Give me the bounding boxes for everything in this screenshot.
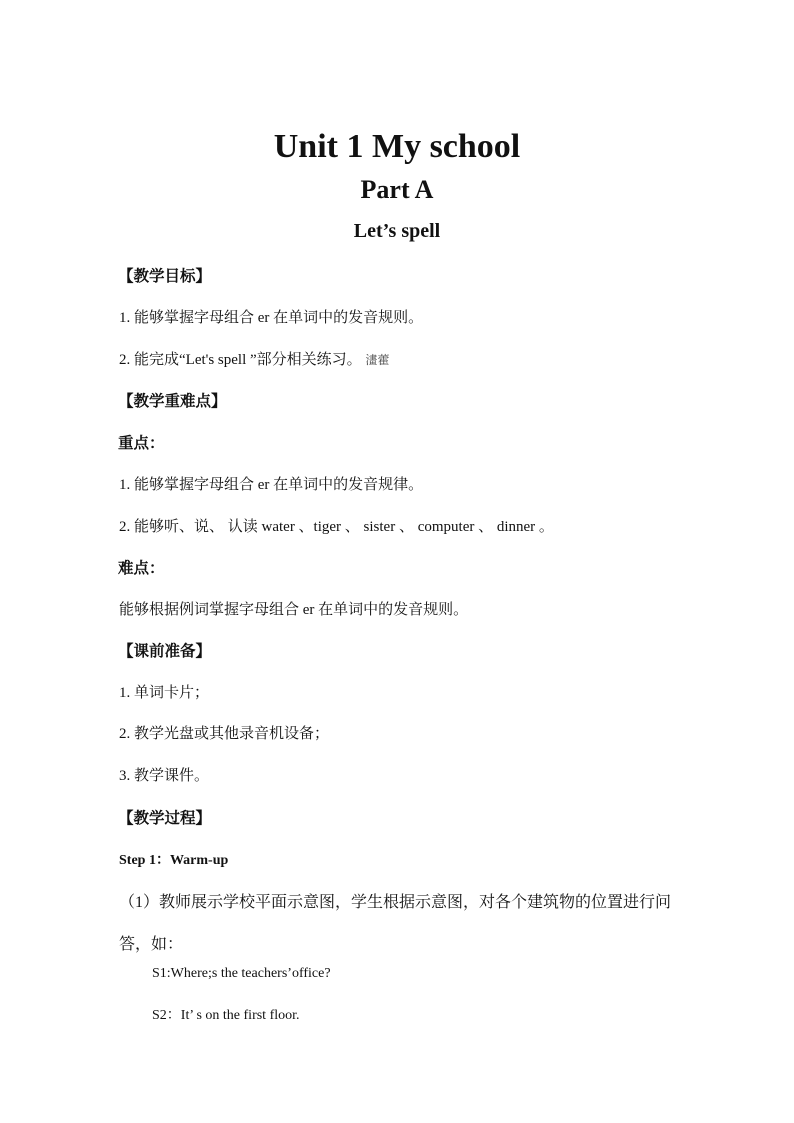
objective-2-text: 2. 能完成“Let's spell ”部分相关练习。 — [119, 352, 362, 368]
key-point-2: 2. 能够听、说、 认读 water 、tiger 、 sister 、 computer 、 dinner 。 — [119, 519, 554, 535]
dialog-line-2: S2：It’ s on the first floor. — [152, 1008, 300, 1023]
key-label: 重点： — [118, 435, 165, 452]
difficult-text: 能够根据例词掌握字母组合 er 在单词中的发音规则。 — [119, 602, 469, 618]
document-title: Unit 1 My school — [273, 128, 521, 165]
objective-1: 1. 能够掌握字母组合 er 在单词中的发音规则。 — [119, 310, 424, 326]
step-1-text-b: 答，如： — [119, 936, 184, 953]
dialog-line-1: S1:Where;s the teachers’office? — [152, 966, 331, 981]
prep-heading: 【课前准备】 — [118, 643, 212, 660]
prep-item-3: 3. 教学课件。 — [119, 768, 210, 784]
document-subtitle: Let’s spell — [353, 220, 441, 242]
difficult-label: 难点： — [118, 560, 165, 577]
key-point-1: 1. 能够掌握字母组合 er 在单词中的发音规律。 — [119, 477, 424, 493]
prep-item-2: 2. 教学光盘或其他录音机设备； — [119, 726, 330, 742]
objective-2-mark: 澅藿 — [365, 353, 390, 367]
key-heading: 【教学重难点】 — [118, 393, 227, 410]
objective-2 — [119, 348, 389, 369]
step-1-heading: Step 1：Warm-up — [119, 853, 229, 868]
document-part: Part A — [360, 175, 434, 204]
objectives-heading: 【教学目标】 — [118, 268, 212, 285]
prep-item-1: 1. 单词卡片； — [119, 685, 210, 701]
step-1-text-a: （1）教师展示学校平面示意图，学生根据示意图，对各个建筑物的位置进行问 — [119, 894, 672, 911]
process-heading: 【教学过程】 — [118, 810, 212, 827]
